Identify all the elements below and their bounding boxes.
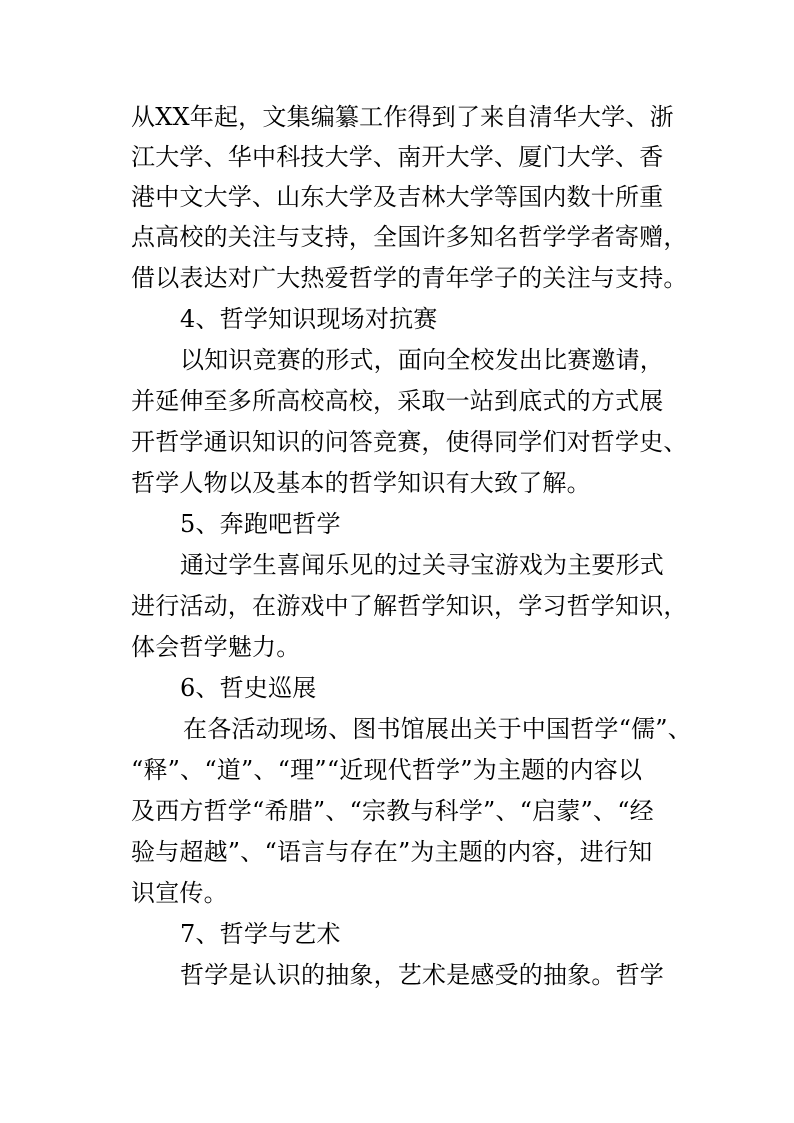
body-text-line: 开哲学通识知识的问答竞赛，使得同学们对哲学史、 bbox=[131, 428, 688, 456]
body-text-line: 哲学人物以及基本的哲学知识有大致了解。 bbox=[131, 469, 591, 497]
body-text-line: 哲学是认识的抽象，艺术是感受的抽象。哲学 bbox=[180, 961, 664, 989]
body-text-line: 进行活动，在游戏中了解哲学知识，学习哲学知识， bbox=[131, 592, 688, 620]
body-text-line: 通过学生喜闻乐见的过关寻宝游戏为主要形式 bbox=[180, 551, 664, 579]
body-text-line: 借以表达对广大热爱哲学的青年学子的关注与支持。 bbox=[131, 264, 688, 292]
section-heading: 6、哲史巡展 bbox=[180, 674, 317, 702]
body-text-line: 及西方哲学“希腊”、“宗教与科学”、“启蒙”、“经 bbox=[131, 797, 654, 825]
body-text-line: 体会哲学魅力。 bbox=[131, 633, 301, 661]
body-text-line: 以知识竞赛的形式，面向全校发出比赛邀请， bbox=[180, 346, 664, 374]
body-text-line: 验与超越”、“语言与存在”为主题的内容，进行知 bbox=[131, 838, 653, 866]
body-text-line: 在各活动现场、图书馆展出关于中国哲学“儒”、 bbox=[183, 715, 692, 743]
body-text-line: 点高校的关注与支持，全国许多知名哲学学者寄赠， bbox=[131, 223, 688, 251]
section-heading: 5、奔跑吧哲学 bbox=[180, 510, 341, 538]
body-text-line: 识宣传。 bbox=[131, 879, 228, 907]
body-text-line: 港中文大学、山东大学及吉林大学等国内数十所重 bbox=[131, 183, 664, 211]
body-text-line: 并延伸至多所高校高校，采取一站到底式的方式展 bbox=[131, 387, 664, 415]
body-text-line: 从XX年起，文集编纂工作得到了来自清华大学、浙 bbox=[131, 103, 674, 131]
section-heading: 7、哲学与艺术 bbox=[180, 920, 341, 948]
section-heading: 4、哲学知识现场对抗赛 bbox=[180, 305, 438, 333]
body-text-line: “释”、“道”、“理”“近现代哲学”为主题的内容以 bbox=[131, 756, 643, 784]
body-text-line: 江大学、华中科技大学、南开大学、厦门大学、香 bbox=[131, 143, 664, 171]
